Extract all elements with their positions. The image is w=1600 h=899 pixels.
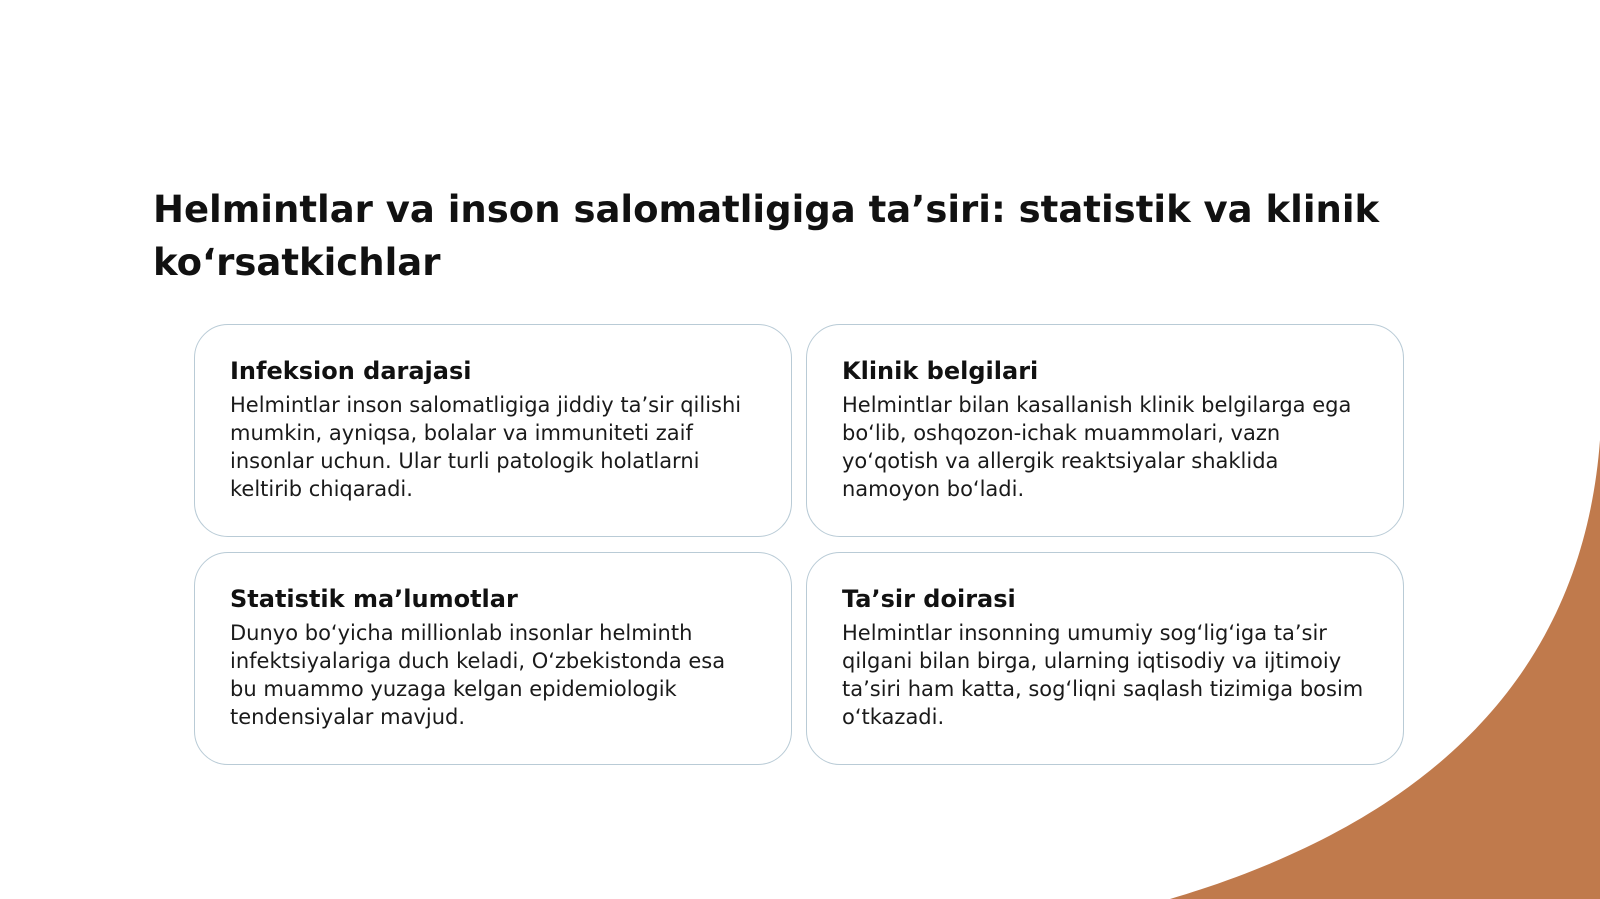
card-body: Helmintlar inson salomatligiga jiddiy ta’sir qilishi mumkin, ayniqsa, bolalar va immuniteti zaif insonlar uchun. Ular turli patologik holatlarni keltirib chiqaradi. — [230, 393, 742, 501]
card-title: Klinik belgilari — [842, 357, 1039, 385]
card-title: Infeksion darajasi — [230, 357, 472, 385]
card-statistik-malumotlar — [194, 552, 792, 765]
card-tasir-doirasi — [806, 552, 1404, 765]
card-body: Dunyo bo‘yicha millionlab insonlar helminth infektsiyalariga duch keladi, O‘zbekistonda esa bu muammo yuzaga kelgan epidemiologik tendensiyalar mavjud. — [230, 621, 726, 729]
card-body: Helmintlar insonning umumiy sog‘lig‘iga ta’sir qilgani bilan birga, ularning iqtisodiy va ijtimoiy ta’siri ham katta, sog‘liqni saqlash tizimiga bosim o‘tkazadi. — [842, 621, 1364, 729]
card-title: Ta’sir doirasi — [842, 585, 1016, 613]
card-klinik-belgilari — [806, 324, 1404, 537]
card-body: Helmintlar bilan kasallanish klinik belgilarga ega bo‘lib, oshqozon-ichak muammolari, vazn yo‘qotish va allergik reaktsiyalar shaklida namoyon bo‘ladi. — [842, 393, 1352, 501]
card-title: Statistik ma’lumotlar — [230, 585, 518, 613]
card-infeksion-darajasi — [194, 324, 792, 537]
slide-title: Helmintlar va inson salomatligiga ta’siri: statistik va klinik ko‘rsatkichlar — [153, 188, 1380, 284]
